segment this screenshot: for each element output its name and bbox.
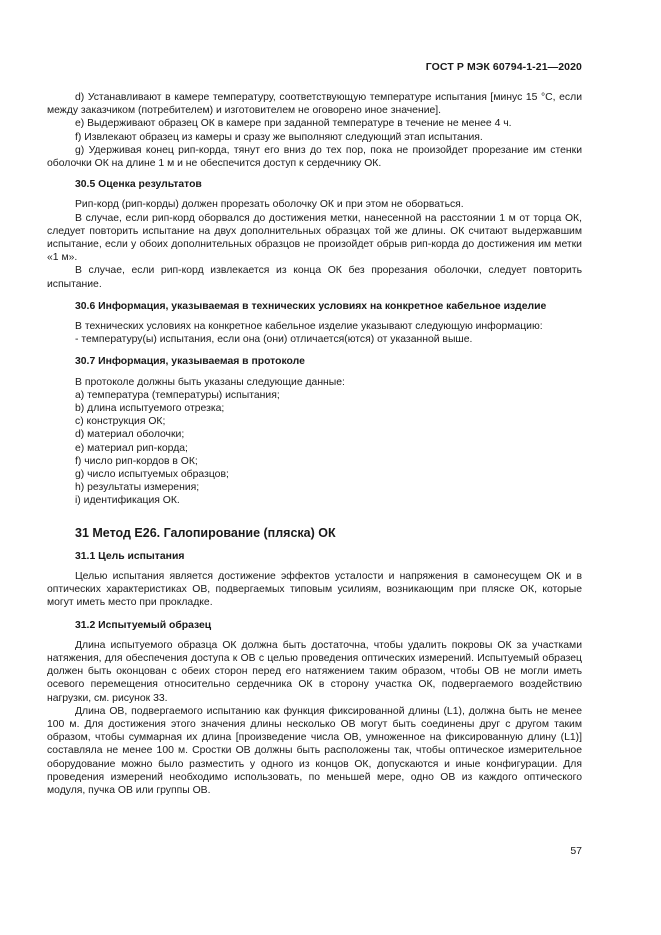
- protocol-item: a) температура (температуры) испытания;: [75, 389, 280, 401]
- section-30-6-title: 30.6 Информация, указываемая в технических условиях на конкретное кабельное изделие: [75, 300, 547, 312]
- section-31-2-p2: Длина ОВ, подвергаемого испытанию как функция фиксированной длины (L1), должна быть не менее 100 м. Для достижения этого значения длины несколько ОВ могут быть соединены друг с другом таким образом, чтобы суммарная их длина [произведение числа ОВ, умноженное на фиксированную длину (L1)] составляла не менее 100 м. Сростки ОВ должны быть расположены так, чтобы оптическое измерительное оборудование можно было разместить у одного из концов ОК, допускаются и иные конфигурации. Для проведения измерений необходимо использовать, по меньшей мере, одно ОВ из каждого оптического модуля, пучка ОВ или группы ОВ.: [47, 705, 582, 796]
- section-30-5-p2: В случае, если рип-корд оборвался до достижения метки, нанесенной на расстоянии 1 м от торца ОК, следует повторить испытание на двух дополнительных образцах той же длины. ОК считают выдержавшим испытание, если у обоих дополнительных образцов не произойдет обрыв рип-корда до достижения им метки «1 м».: [47, 212, 582, 264]
- protocol-item: c) конструкция ОК;: [75, 416, 166, 428]
- section-30-7-title: 30.7 Информация, указываемая в протоколе: [75, 356, 305, 368]
- section-30-6-list-item: - температуру(ы) испытания, если она (они) отличается(ются) от указанной выше.: [75, 334, 473, 346]
- section-31-1-title: 31.1 Цель испытания: [75, 550, 185, 562]
- protocol-item: f) число рип-кордов в ОК;: [75, 455, 198, 467]
- section-30-5-p1: Рип-корд (рип-корды) должен прорезать оболочку ОК и при этом не оборваться.: [75, 199, 464, 211]
- page-number: 57: [570, 845, 582, 857]
- page-content: [47, 91, 582, 797]
- section-30-7-intro: В протоколе должны быть указаны следующие данные:: [75, 376, 345, 388]
- protocol-item: e) материал рип-корда;: [75, 442, 188, 454]
- protocol-item: h) результаты измерения;: [75, 482, 200, 494]
- protocol-item: i) идентификация ОК.: [75, 495, 180, 507]
- protocol-item: d) материал оболочки;: [75, 429, 185, 441]
- step-d: d) Устанавливают в камере температуру, соответствующую температуре испытания [минус 15 °С, если между заказчиком (потребителем) и изготовителем не оговорено иное значение].: [47, 92, 582, 117]
- section-31-2-title: 31.2 Испытуемый образец: [75, 619, 212, 631]
- step-g: g) Удерживая конец рип-корда, тянут его вниз до тех пор, пока не произойдет прорезание им стенки оболочки ОК на длине 1 м и не обеспечится доступ к сердечнику ОК.: [47, 144, 582, 170]
- section-31-1-p: Целью испытания является достижение эффектов усталости и напряжения в самонесущем ОК и в оптических характеристиках ОВ, подвергаемых типовым усилиям, возникающим при пляске ОК, которые могут иметь место при прокладке.: [47, 570, 582, 609]
- section-31-2-p1: Длина испытуемого образца ОК должна быть достаточна, чтобы удалить покровы ОК за участками натяжения, для обеспечения доступа к ОВ с целью проведения оптических измерений. Испытуемый образец должен быть оконцован с обеих сторон перед его натяжением таким образом, чтобы ОВ не могли иметь осевого перемещения относительно сердечника ОК в сторону участка ОК, подвергаемого воздействию нагрузки, см. рисунок 33.: [47, 639, 582, 704]
- protocol-item: b) длина испытуемого отрезка;: [75, 403, 225, 415]
- section-30-5-p3: В случае, если рип-корд извлекается из конца ОК без прорезания оболочки, следует повторить испытание.: [47, 265, 582, 290]
- step-f: f) Извлекают образец из камеры и сразу же выполняют следующий этап испытания.: [75, 131, 483, 143]
- section-30-6-p1: В технических условиях на конкретное кабельное изделие указывают следующую информацию:: [75, 321, 543, 333]
- standard-header: ГОСТ Р МЭК 60794-1-21—2020: [425, 61, 582, 73]
- step-e: e) Выдерживают образец ОК в камере при заданной температуре в течение не менее 4 ч.: [75, 118, 512, 130]
- section-31-title: 31 Метод Е26. Галопирование (пляска) ОК: [75, 525, 336, 540]
- section-30-5-title: 30.5 Оценка результатов: [75, 179, 202, 191]
- protocol-item: g) число испытуемых образцов;: [75, 469, 229, 481]
